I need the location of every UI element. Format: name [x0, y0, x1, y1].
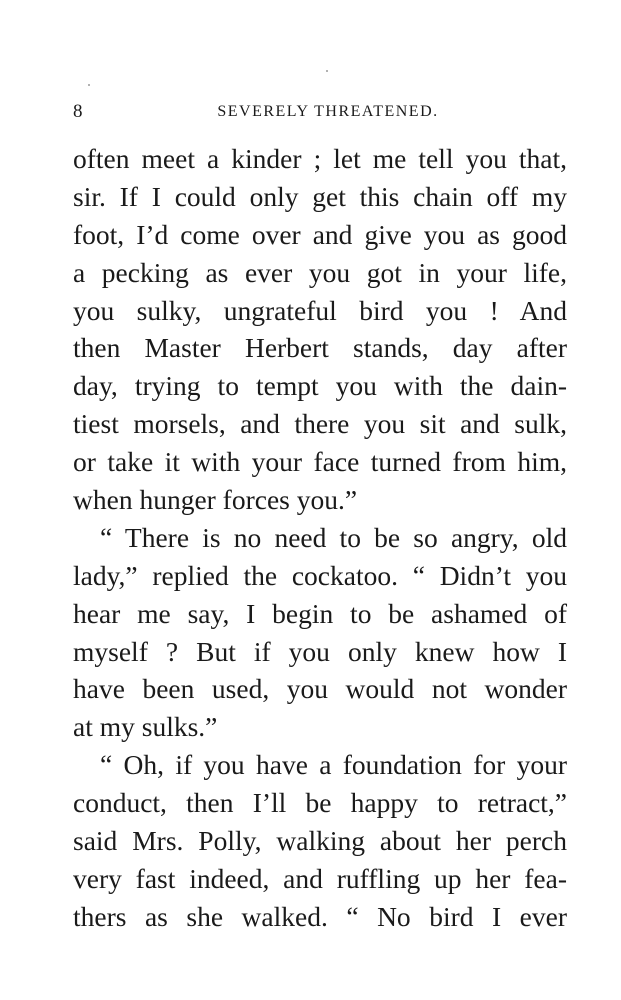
- text-line: myself ? But if you only knew how I: [73, 635, 567, 667]
- text-line: you sulky, ungrateful bird you ! And: [73, 294, 567, 326]
- text-line: hear me say, I begin to be ashamed of: [73, 597, 567, 629]
- text-line: thers as she walked. “ No bird I ever: [73, 900, 567, 932]
- body-text: [73, 140, 567, 936]
- text-line: a pecking as ever you got in your life,: [73, 256, 567, 288]
- text-line: “ Oh, if you have a foundation for your: [100, 749, 567, 781]
- text-line: foot, I’d come over and give you as good: [73, 218, 567, 250]
- text-line: conduct, then I’ll be happy to retract,”: [73, 787, 567, 819]
- text-line: sir. If I could only get this chain off my: [73, 180, 567, 212]
- text-line: when hunger forces you.”: [73, 484, 358, 516]
- page-speck: [88, 84, 90, 86]
- text-line: tiest morsels, and there you sit and sulk,: [73, 408, 567, 440]
- text-line: day, trying to tempt you with the dain-: [73, 370, 567, 402]
- text-line: often meet a kinder ; let me tell you that,: [73, 143, 567, 174]
- text-line: have been used, you would not wonder: [73, 673, 567, 705]
- text-line: said Mrs. Polly, walking about her perch: [73, 825, 567, 857]
- text-line: “ There is no need to be so angry, old: [100, 521, 567, 553]
- text-line: or take it with your face turned from him,: [73, 446, 567, 478]
- text-line: then Master Herbert stands, day after: [73, 332, 567, 364]
- text-line: lady,” replied the cockatoo. “ Didn’t you: [73, 559, 567, 591]
- running-title: SEVERELY THREATENED.: [217, 103, 439, 120]
- text-line: very fast indeed, and ruffling up her fea-: [73, 862, 567, 894]
- text-line: at my sulks.”: [73, 711, 218, 743]
- page-number: 8: [73, 101, 83, 122]
- page-speck: [326, 70, 328, 72]
- running-head: [73, 100, 567, 124]
